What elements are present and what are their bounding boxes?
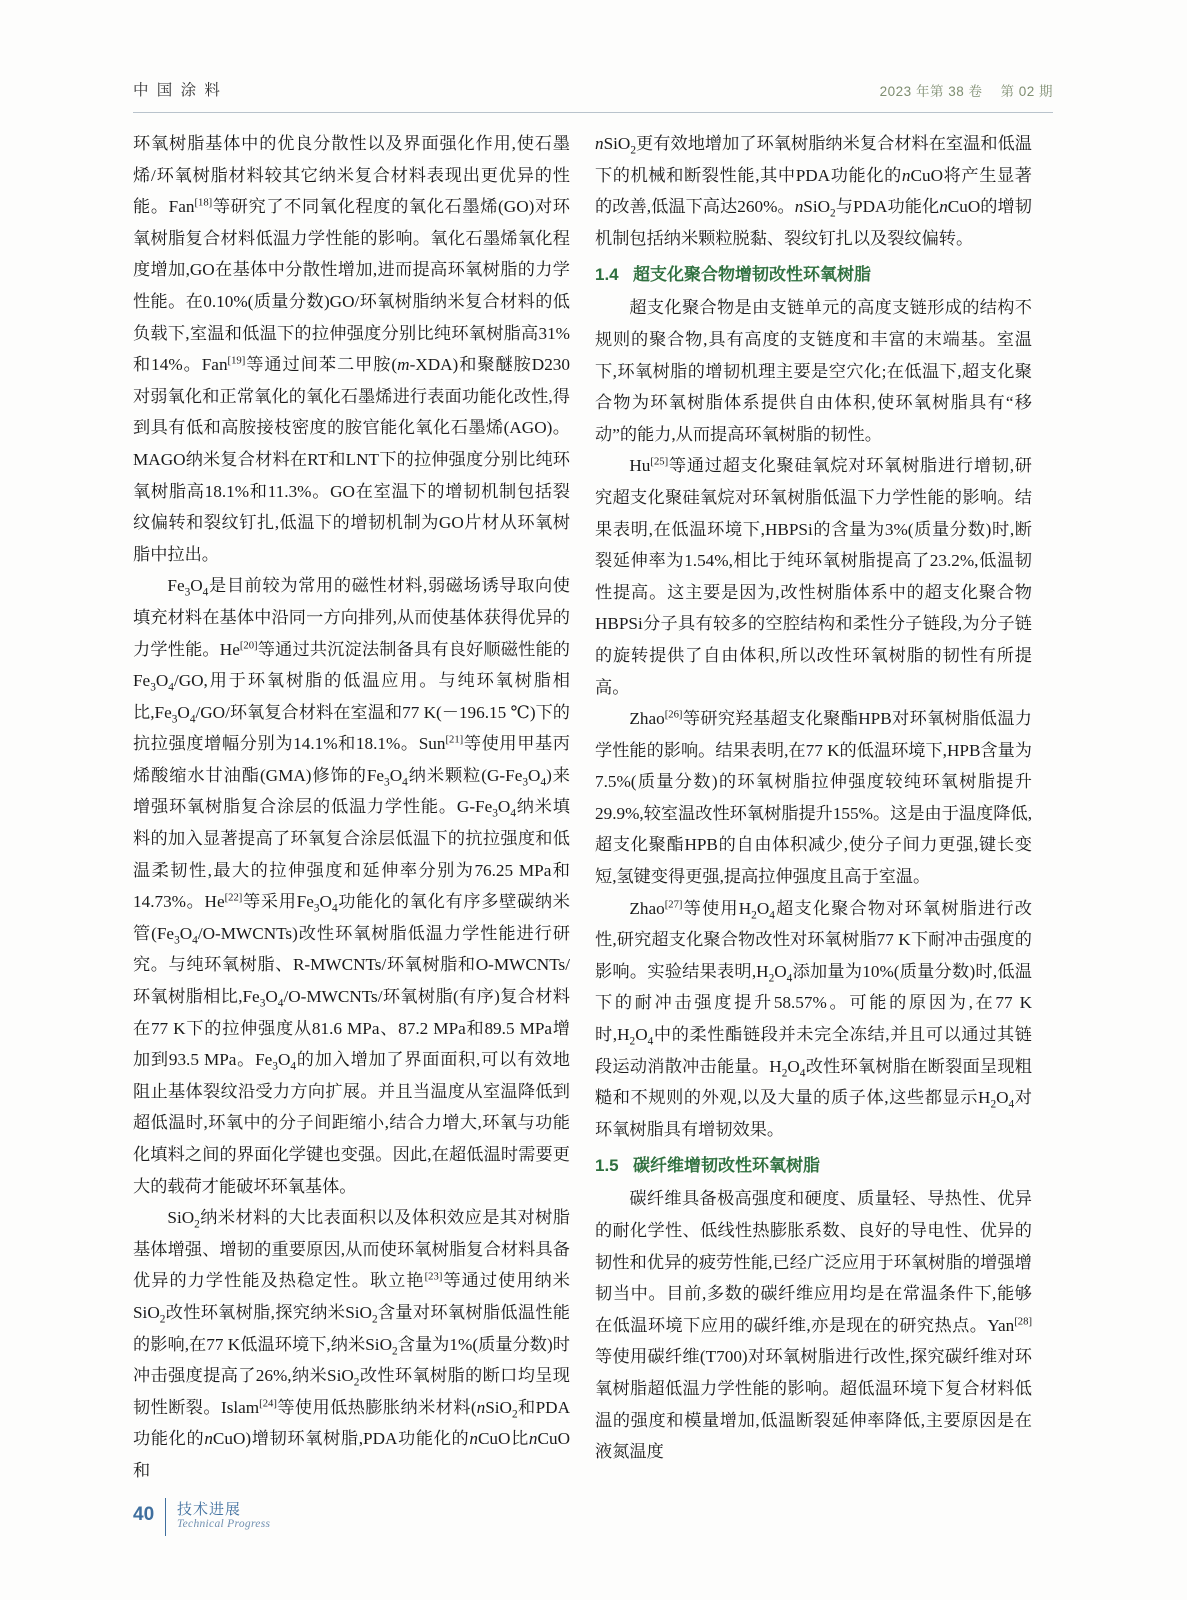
page-number: 40	[133, 1504, 155, 1525]
journal-title: 中 国 涂 料	[133, 82, 222, 99]
section-title: 碳纤维增韧改性环氧树脂	[633, 1156, 820, 1176]
paragraph: SiO$_2$纳米材料的大比表面积以及体积效应是其对树脂基体增强、增韧的重要原因,从而使环氧树脂复合材料具备优异的力学性能及热稳定性。耿立艳[23]等通过使用纳米SiO$_2$改性环氧树脂,探究纳米SiO$_2$含量对环氧树脂低温性能的影响,在77 K低温环境下,纳米SiO$_2$含量为1%(质量分数)时冲击强度提高了26%,纳米SiO$_2$改性环氧树脂的断口均呈现韧性断裂。Islam[24]等使用低热膨胀纳米材料(nSiO$_2$和PDA功能化的nCuO)增韧环氧树脂,PDA功能化的nCuO比nCuO和	[133, 1208, 570, 1480]
issue-year: 2023 年第 38 卷	[879, 84, 983, 99]
paragraph: Zhao[26]等研究羟基超支化聚酯HPB对环氧树脂低温力学性能的影响。结果表明,在77 K的低温环境下,HPB含量为7.5%(质量分数)的环氧树脂拉伸强度较纯环氧树脂提升29.9%,较室温改性环氧树脂提升155%。这是由于温度降低,超支化聚酯HPB的自由体积减少,使分子间力更强,键长变短,氢键变得更强,提高拉伸强度且高于室温。	[595, 709, 1032, 887]
paragraph: Hu[25]等通过超支化聚硅氧烷对环氧树脂进行增韧,研究超支化聚硅氧烷对环氧树脂低温下力学性能的影响。结果表明,在低温环境下,HBPSi的含量为3%(质量分数)时,断裂延伸率为1.54%,相比于纯环氧树脂提高了23.2%,低温韧性提高。这主要是因为,改性树脂体系中的超支化聚合物HBPSi分子具有较多的空腔结构和柔性分子链段,为分子链的旋转提供了自由体积,所以改性环氧树脂的韧性有所提高。	[595, 456, 1032, 697]
paragraph: 环氧树脂基体中的优良分散性以及界面强化作用,使石墨烯/环氧树脂材料较其它纳米复合材料表现出更优异的性能。Fan[18]等研究了不同氧化程度的氧化石墨烯(GO)对环氧树脂复合材料低温力学性能的影响。氧化石墨烯氧化程度增加,GO在基体中分散性增加,进而提高环氧树脂的力学性能。在0.10%(质量分数)GO/环氧树脂纳米复合材料的低负载下,室温和低温下的拉伸强度分别比纯环氧树脂高31%和14%。Fan[19]等通过间苯二甲胺(m-XDA)和聚醚胺D230对弱氧化和正常氧化的氧化石墨烯进行表面功能化改性,得到具有低和高胺接枝密度的胺官能化氧化石墨烯(AGO)。MAGO纳米复合材料在RT和LNT下的拉伸强度分别比纯环氧树脂高18.1%和11.3%。GO在室温下的增韧机制包括裂纹偏转和裂纹钉扎,低温下的增韧机制为GO片材从环氧树脂中拉出。	[133, 134, 570, 564]
issue-number: 第 02 期	[1000, 84, 1053, 99]
left-column	[133, 128, 570, 1487]
section-title: 超支化聚合物增韧改性环氧树脂	[633, 265, 871, 285]
paragraph: Zhao[27]等使用$H_2O_4$超支化聚合物对环氧树脂进行改性,研究超支化聚合物改性对环氧树脂77 K下耐冲击强度的影响。实验结果表明$,H_2O_4$添加量为10%(质量分数)时,低温下的耐冲击强度提升58.57%。可能的原因为,在77 K时$,H_2O_4$中的柔性酯链段并未完全冻结,并且可以通过其链段运动消散冲击能量。$H_2O_4$改性环氧树脂在断裂面呈现粗糙和不规则的外观,以及大量的质子体,这些都显示$H_2O_4$对环氧树脂具有增韧效果。	[595, 898, 1032, 1139]
paragraph: 碳纤维具备极高强度和硬度、质量轻、导热性、优异的耐化学性、低线性热膨胀系数、良好的导电性、优异的韧性和优异的疲劳性能,已经广泛应用于环氧树脂的增强增韧当中。目前,多数的碳纤维应用均是在常温条件下,能够在低温环境下应用的碳纤维,亦是现在的研究热点。Yan[28]等使用碳纤维(T700)对环氧树脂进行改性,探究碳纤维对环氧树脂超低温力学性能的影响。超低温环境下复合材料低温的强度和模量增加,低温断裂延伸率降低,主要原因是在液氮温度	[595, 1189, 1032, 1462]
footer-section-en: Technical Progress	[177, 1518, 271, 1530]
page-footer	[133, 1498, 433, 1538]
section-number: 1.4	[595, 265, 619, 285]
paragraph: nSiO$_2$更有效地增加了环氧树脂纳米复合材料在室温和低温下的机械和断裂性能,其中PDA功能化的nCuO将产生显著的改善,低温下高达260%。nSiO$_2$与PDA功能化nCuO的增韧机制包括纳米颗粒脱黏、裂纹钉扎以及裂纹偏转。	[595, 134, 1032, 248]
right-column	[595, 128, 1032, 1468]
paragraph: 超支化聚合物是由支链单元的高度支链形成的结构不规则的聚合物,具有高度的支链度和丰富的末端基。室温下,环氧树脂的增韧机理主要是空穴化;在低温下,超支化聚合物为环氧树脂体系提供自由体积,使环氧树脂具有“移动”的能力,从而提高环氧树脂的韧性。	[595, 298, 1032, 444]
footer-section-cn: 技术进展	[177, 1501, 242, 1518]
section-heading-1-4	[595, 258, 1032, 291]
section-heading-1-5	[595, 1149, 1032, 1182]
paragraph: $Fe_3O_4$是目前较为常用的磁性材料,弱磁场诱导取向使填充材料在基体中沿同一方向排列,从而使基体获得优异的力学性能。He[20]等通过共沉淀法制备具有良好顺磁性能的$Fe_3O_4/GO$,用于环氧树脂的低温应用。与纯环氧树脂相比$,Fe_3O_4/GO/$环氧复合材料在室温和77 K(－196.15 ℃)下的抗拉强度增幅分别为14.1%和18.1%。Sun[21]等使用甲基丙烯酸缩水甘油酯(GMA)修饰的$Fe_3O_4$纳米颗粒$(G-Fe_3O_4)$来增强环氧树脂复合涂层的低温力学性能。$G-Fe_3O_4$纳米填料的加入显著提高了环氧复合涂层低温下的抗拉强度和低温柔韧性,最大的拉伸强度和延伸率分别为76.25 MPa和14.73%。He[22]等采用$Fe_3O_4$功能化的氧化有序多壁碳纳米管$(Fe_3O_4/O-MWCNTs)$改性环氧树脂低温力学性能进行研究。与纯环氧树脂、R-MWCNTs/环氧树脂和O-MWCNTs/环氧树脂相比$,Fe_3O_4/O-MWCNTs/$环氧树脂(有序)复合材料在77 K下的拉伸强度从81.6 MPa、87.2 MPa和89.5 MPa增加到93.5 MPa。$Fe_3O_4$的加入增加了界面面积,可以有效地阻止基体裂纹沿受力方向扩展。并且当温度从室温降低到超低温时,环氧中的分子间距缩小,结合力增大,环氧与功能化填料之间的界面化学键也变强。因此,在超低温时需要更大的载荷才能破坏环氧基体。	[133, 576, 570, 1196]
section-number: 1.5	[595, 1156, 619, 1176]
page-header	[133, 78, 1053, 113]
issue-info	[880, 80, 1053, 100]
footer-divider	[165, 1498, 166, 1536]
